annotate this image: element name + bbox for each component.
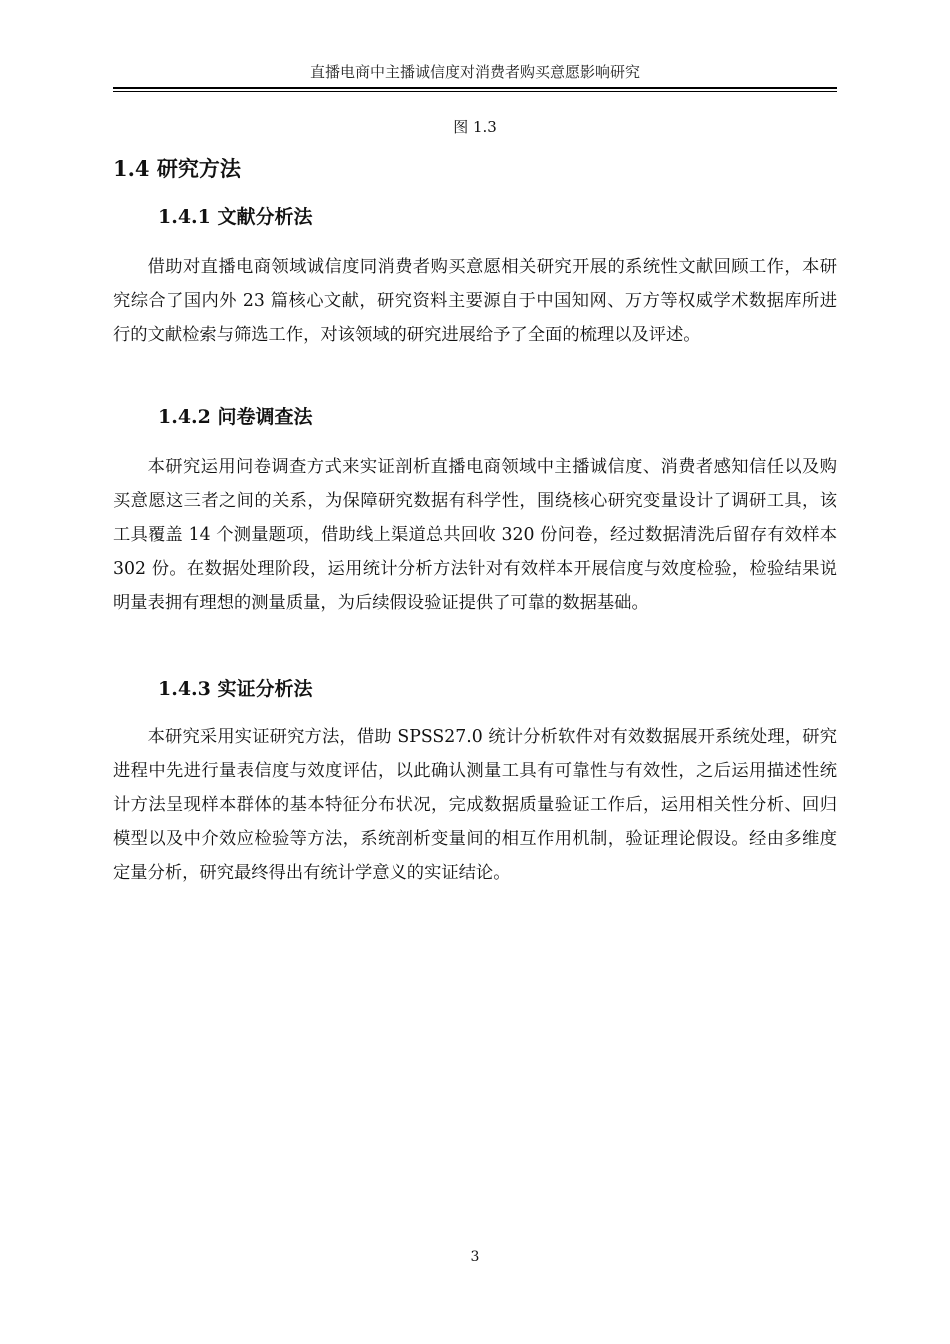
page-number: 3 xyxy=(470,1249,480,1265)
section-heading: 1.4 研究方法 xyxy=(113,156,241,181)
paragraph-empirical: 本研究采用实证研究方法，借助 SPSS27.0 统计分析软件对有效数据展开系统处理，研究进程中先进行量表信度与效度评估，以此确认测量工具有可靠性与有效性，之后运用描述性统计方法呈现样本群体的基本特征分布状况，完成数据质量验证工作后，运用相关性分析、回归模型以及中介效应检验等方法，系统剖析变量间的相互作用机制，验证理论假设。经由多维度定量分析，研究最终得出有统计学意义的实证结论。 xyxy=(113,727,837,883)
subsection-heading-empirical: 1.4.3 实证分析法 xyxy=(158,678,313,700)
running-header: 直播电商中主播诚信度对消费者购买意愿影响研究 xyxy=(309,63,640,81)
subsection-heading-literature: 1.4.1 文献分析法 xyxy=(158,206,313,228)
figure-caption: 图 1.3 xyxy=(453,118,497,136)
paragraph-questionnaire: 本研究运用问卷调查方式来实证剖析直播电商领域中主播诚信度、消费者感知信任以及购买意愿这三者之间的关系，为保障研究数据有科学性，围绕核心研究变量设计了调研工具，该工具覆盖 14 个测量题项，借助线上渠道总共回收 320 份问卷，经过数据清洗后留存有效样本 302 份。在数据处理阶段，运用统计分析方法针对有效样本开展信度与效度检验，检验结果说明量表拥有理想的测量质量，为后续假设验证提供了可靠的数据基础。 xyxy=(113,457,837,613)
subsection-heading-questionnaire: 1.4.2 问卷调查法 xyxy=(158,406,313,428)
header-rule xyxy=(113,87,837,89)
paragraph-literature: 借助对直播电商领域诚信度同消费者购买意愿相关研究开展的系统性文献回顾工作，本研究综合了国内外 23 篇核心文献，研究资料主要源自于中国知网、万方等权威学术数据库所进行的文献检索与筛选工作，对该领域的研究进展给予了全面的梳理以及评述。 xyxy=(113,257,837,345)
header-rule-thin xyxy=(113,91,837,92)
